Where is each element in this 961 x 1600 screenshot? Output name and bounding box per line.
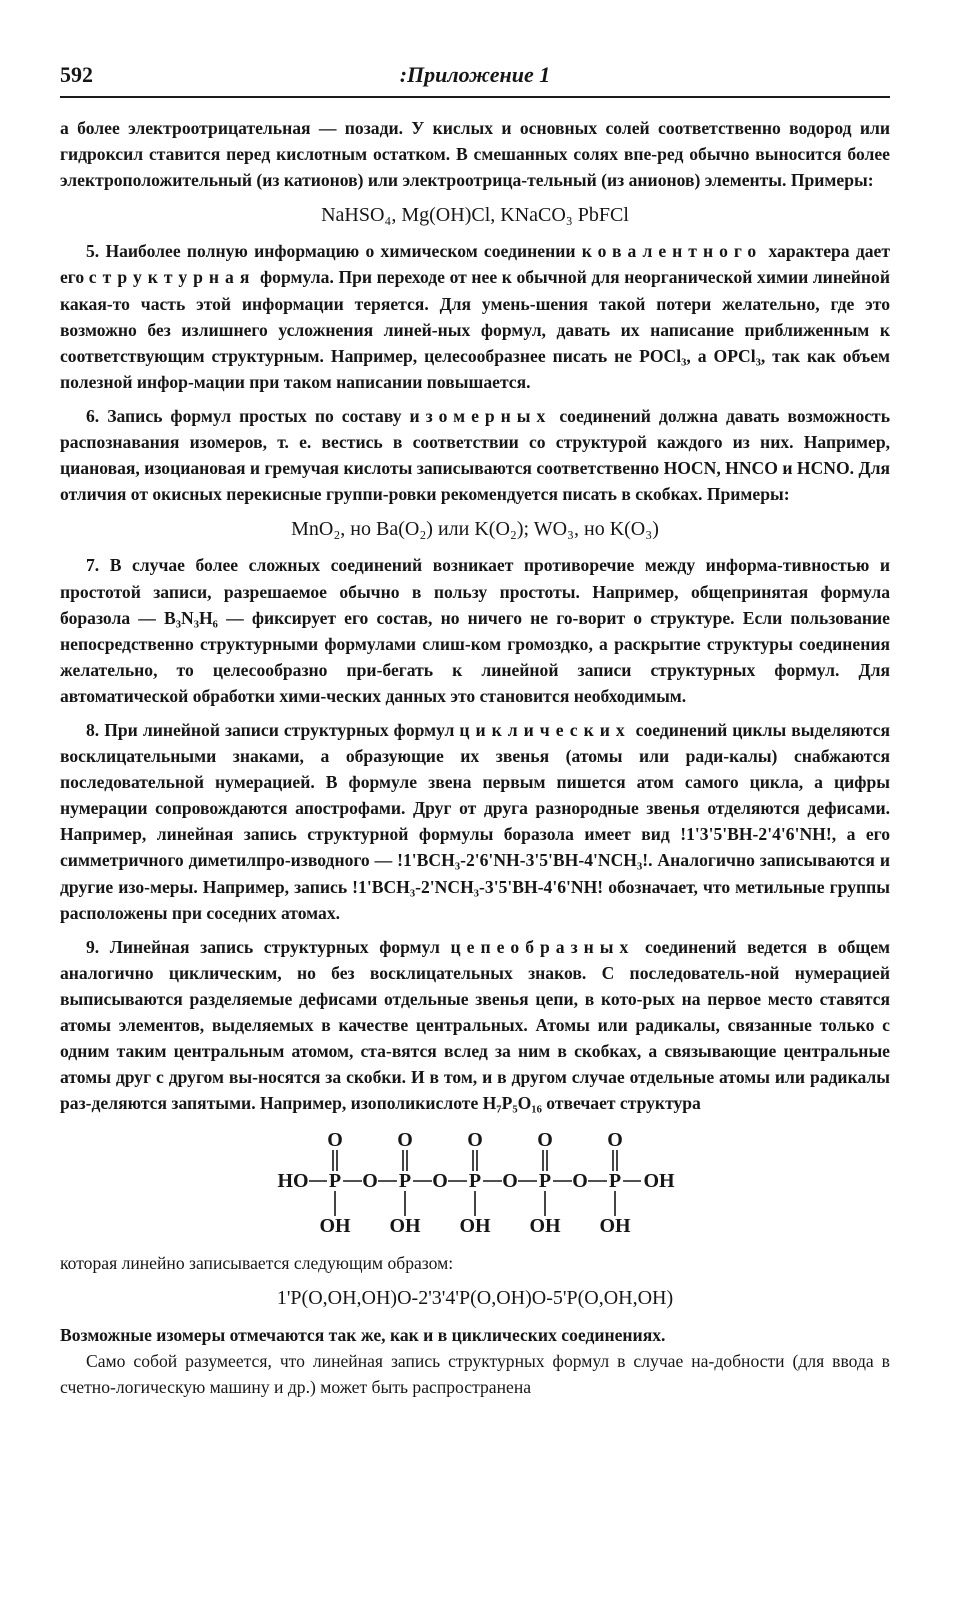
item-9-part-a: 9. Линейная запись структурных формул [86, 936, 440, 957]
item-5-part-e: формула. При переходе от нее к обычной для неорганической химии линейной какая-то часть этой информации теряется. Для умень-шения такой потери желательно, где это возможно без излишнего усложнения линей-ных формул, давать их написание приближенным к соответствующим структурным. Например, целесообразнее писать не POCl₃, а OPCl₃, так как объем полезной инфор-мации при таком написании повышается. [60, 267, 890, 392]
item-5-part-c: характера дает его [60, 241, 890, 288]
item-6-part-c: соединений должна давать возможность распознавания изомеров, т. е. вестись в соответствии со структурой каждого из них. Например, циановая, изоциановая и гремучая кислоты записываются соответственно HOCN, HNCO и HCNO. Для отличия от окисных перекисные группи-ровки рекомендуется писать в скобках. Примеры: [60, 405, 890, 505]
item-5-part-a: 5. Наиболее полную информацию о химическом соединении [86, 241, 576, 262]
item-6-paragraph [60, 403, 890, 507]
item-5-term-structural: структурная [88, 267, 256, 288]
bridge-oxygen: O [432, 1170, 448, 1193]
hydroxyl-group: OH [599, 1215, 631, 1238]
bridge-oxygen: O [572, 1170, 588, 1193]
item-6-term-isomeric: изомерных [409, 405, 552, 426]
isomers-note: Возможные изомеры отмечаются так же, как и в циклических соединениях. [60, 1324, 666, 1345]
peroxide-formulas: MnO₂, но Ba(O₂) или K(O₂); WO₃, но K(O₃) [291, 518, 659, 541]
phosphorus-atom: P [398, 1170, 412, 1193]
oxo-atom: O [397, 1129, 413, 1152]
final-paragraph: Само собой разумеется, что линейная запись структурных формул в случае на-добности (для ввода в счетно-логическую машину и др.) может быть распространена [60, 1350, 890, 1397]
salt-formulas: NaHSO₄, Mg(OH)Cl, KNaCO₃ PbFCl [321, 204, 629, 227]
item-9-term-chain: цепеобразных [450, 936, 635, 957]
phosphorus-atom: P [538, 1170, 552, 1193]
bridge-oxygen: O [362, 1170, 378, 1193]
item-8-term-cyclic: циклических [459, 719, 631, 740]
item-8-part-c: соединений циклы выделяются восклицательными знаками, а образующие их звенья (атомы или ради-калы) снабжаются последовательной нумерацией. В формуле звена первым пишется атом самого цикла, а цифры нумерации сопровождаются апострофами. Друг от друга разнородные звенья отделяются дефисами. Например, линейная запись структурной формулы боразола имеет вид !1'3'5'BH-2'4'6'NH!, а его симметричного диметилпро-изводного — !1'BCH₃-2'6'NH-3'5'BH-4'NCH₃!. Аналогично записываются и другие изо-меры. Например, запись !1'BCH₃-2'NCH₃-3'5'BH-4'6'NH! обозначает, что метильные группы расположены при соседних атомах. [60, 719, 890, 923]
oxo-atom: O [607, 1129, 623, 1152]
hydroxyl-group: OH [319, 1215, 351, 1238]
polyphosphoric-acid-structure [265, 1126, 685, 1244]
hydroxyl-group: OH [459, 1215, 491, 1238]
phosphorus-atom: P [608, 1170, 622, 1193]
item-9-part-c: соединений ведется в общем аналогично циклическим, но без восклицательных знаков. С последователь-ной нумерацией выписываются разделяемые дефисами отдельные звенья цепи, в кото-рых на первое место ставятся атомы элементов, выделяемых в качестве центральных. Атомы или радикалы, связанные только с одним таким центральным атомом, ста-вятся вслед за ним в скобках, а связывающие центральные атомы друг с другом вы-носятся за скобки. И в том, и в другом случае отдельные атомы или радикалы раз-деляются запятыми. Например, изополикислоте H₇P₅O₁₆ отвечает структура [60, 936, 891, 1114]
item-5-term-covalent: ковалентного [581, 241, 763, 262]
item-7-paragraph: 7. В случае более сложных соединений возникает противоречие между информа-тивностью и простотой записи, разрешаемое обычно в пользу простоты. Например, общепринятая формула боразола — B₃N₃H₆ — фиксирует его состав, но ничего не го-ворит о структуре. Если пользование непосредственно структурными формулами слиш-ком громоздко, а раскрытие структуры соединения желательно, то целесообразно при-бегать к линейной записи структурных формул. Для автоматической обработки хими-ческих данных это становится необходимым. [60, 555, 890, 706]
oxo-atom: O [327, 1129, 343, 1152]
phosphorus-atom: P [468, 1170, 482, 1193]
hydroxyl-group: OH [529, 1215, 561, 1238]
item-6-part-a: 6. Запись формул простых по составу [86, 405, 402, 426]
oxo-atom: O [537, 1129, 553, 1152]
running-title: :Приложение 1 [399, 62, 551, 87]
phosphorus-atom: P [328, 1170, 342, 1193]
item-9-paragraph [60, 934, 890, 1117]
oxo-atom: O [467, 1129, 483, 1152]
page-number: 592 [60, 62, 93, 87]
intro-paragraph: а более электроотрицательная — позади. У кислых и основных солей соответственно водород или гидроксил ставится перед кислотным остатком. В смешанных солях впе-ред обычно выносится более электроположительный (из катионов) или электроотрица-тельный (из анионов) элементы. Примеры: [60, 118, 890, 191]
item-8-paragraph [60, 717, 890, 926]
item-5-paragraph [60, 238, 890, 395]
page-header [60, 62, 890, 98]
linear-formula: 1'P(O,OH,OH)O-2'3'4'P(O,OH)O-5'P(O,OH,OH) [276, 1287, 674, 1310]
page-body [60, 115, 890, 1400]
end-group-right: OH [643, 1170, 675, 1193]
hydroxyl-group: OH [389, 1215, 421, 1238]
linear-intro-text: которая линейно записывается следующим образом: [60, 1253, 454, 1274]
end-group-left: HO [277, 1170, 309, 1193]
item-8-part-a: 8. При линейной записи структурных формул [86, 719, 455, 740]
bridge-oxygen: O [502, 1170, 518, 1193]
